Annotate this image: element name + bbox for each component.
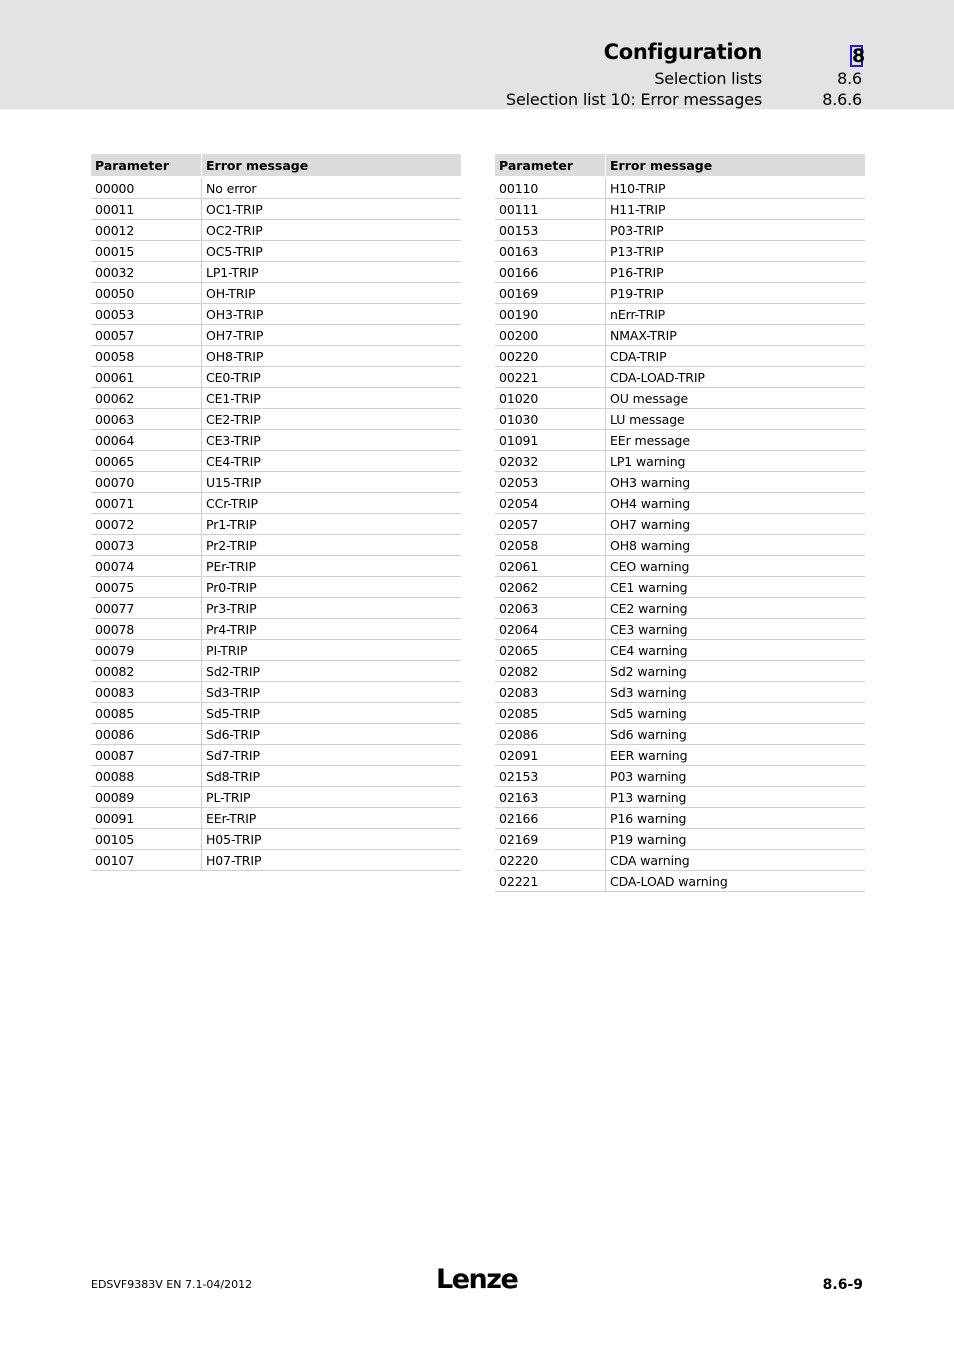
error-message-cell: CDA-TRIP [606,346,866,367]
error-message-cell: CE3-TRIP [202,430,462,451]
error-message-cell: H07-TRIP [202,850,462,871]
error-message-cell: OH8 warning [606,535,866,556]
error-message-cell: nErr-TRIP [606,304,866,325]
parameter-cell: 00153 [495,220,606,241]
table-row [495,682,865,703]
error-message-cell: NMAX-TRIP [606,325,866,346]
error-message-cell: Sd5 warning [606,703,866,724]
error-message-cell: No error [202,177,462,199]
parameter-cell: 00062 [91,388,202,409]
section-number: 8.6 [837,69,862,88]
table-row [91,472,461,493]
table-row [91,220,461,241]
parameter-cell: 00000 [91,177,202,199]
chapter-number-badge[interactable]: 8 [852,45,866,67]
error-message-cell: CE2 warning [606,598,866,619]
table-row [91,262,461,283]
table-row [91,661,461,682]
parameter-cell: 01091 [495,430,606,451]
column-header-error-message: Error message [202,154,462,177]
column-header-error-message: Error message [606,154,866,177]
error-message-cell: PEr-TRIP [202,556,462,577]
parameter-cell: 00166 [495,262,606,283]
parameter-cell: 00058 [91,346,202,367]
error-message-cell: Sd6-TRIP [202,724,462,745]
table-row [495,430,865,451]
table-row [495,850,865,871]
parameter-cell: 00190 [495,304,606,325]
table-row [495,871,865,892]
error-message-cell: P13 warning [606,787,866,808]
error-message-cell: OH4 warning [606,493,866,514]
parameter-cell: 00015 [91,241,202,262]
table-row [495,388,865,409]
table-row [495,808,865,829]
error-message-cell: CE2-TRIP [202,409,462,430]
parameter-cell: 02221 [495,871,606,892]
table-row [495,598,865,619]
table-row [91,766,461,787]
table-body-left [91,177,461,871]
error-message-cell: H05-TRIP [202,829,462,850]
subsection-title: Selection list 10: Error messages [506,90,762,109]
parameter-cell: 00057 [91,325,202,346]
header-band [0,0,954,109]
table-row [91,703,461,724]
error-message-cell: Sd5-TRIP [202,703,462,724]
table-row [91,514,461,535]
table-row [495,177,865,199]
parameter-cell: 00082 [91,661,202,682]
table-row [495,409,865,430]
error-message-cell: U15-TRIP [202,472,462,493]
parameter-cell: 00075 [91,577,202,598]
parameter-cell: 00110 [495,177,606,199]
table-row [91,577,461,598]
table-row [495,640,865,661]
parameter-cell: 00065 [91,451,202,472]
parameter-cell: 00107 [91,850,202,871]
parameter-cell: 00011 [91,199,202,220]
table-row [91,724,461,745]
parameter-cell: 00087 [91,745,202,766]
table-row [91,177,461,199]
error-message-cell: PL-TRIP [202,787,462,808]
table-row [495,199,865,220]
table-row [495,346,865,367]
table-row [495,619,865,640]
table-row [91,409,461,430]
parameter-cell: 00105 [91,829,202,850]
error-message-cell: P03 warning [606,766,866,787]
parameter-cell: 00074 [91,556,202,577]
error-message-cell: Sd6 warning [606,724,866,745]
table-row [91,640,461,661]
parameter-cell: 02063 [495,598,606,619]
error-message-cell: CCr-TRIP [202,493,462,514]
error-message-cell: Pr3-TRIP [202,598,462,619]
parameter-cell: 02082 [495,661,606,682]
parameter-cell: 00221 [495,367,606,388]
parameter-cell: 00064 [91,430,202,451]
parameter-cell: 02065 [495,640,606,661]
error-message-cell: CDA-LOAD-TRIP [606,367,866,388]
parameter-cell: 00163 [495,241,606,262]
lenze-logo: Lenze [436,1264,518,1295]
parameter-cell: 02220 [495,850,606,871]
table-row [91,304,461,325]
error-message-cell: OU message [606,388,866,409]
table-row [495,304,865,325]
table-row [495,787,865,808]
page-number: 8.6-9 [822,1277,863,1293]
parameter-cell: 00220 [495,346,606,367]
parameter-cell: 02086 [495,724,606,745]
error-message-cell: CE1-TRIP [202,388,462,409]
parameter-cell: 01030 [495,409,606,430]
table-row [91,808,461,829]
error-message-cell: OH7-TRIP [202,325,462,346]
parameter-cell: 00088 [91,766,202,787]
table-row [91,829,461,850]
error-message-cell: LP1 warning [606,451,866,472]
table-row [91,745,461,766]
error-message-cell: Sd3-TRIP [202,682,462,703]
table-row [495,451,865,472]
error-message-cell: CE0-TRIP [202,367,462,388]
error-message-cell: P16-TRIP [606,262,866,283]
parameter-cell: 00072 [91,514,202,535]
error-message-cell: Pr0-TRIP [202,577,462,598]
parameter-cell: 01020 [495,388,606,409]
error-message-cell: CDA-LOAD warning [606,871,866,892]
parameter-cell: 00111 [495,199,606,220]
parameter-cell: 02085 [495,703,606,724]
table-row [495,262,865,283]
error-message-cell: EER warning [606,745,866,766]
parameter-cell: 02032 [495,451,606,472]
parameter-cell: 00083 [91,682,202,703]
error-message-cell: EEr message [606,430,866,451]
table-row [91,367,461,388]
parameter-cell: 02163 [495,787,606,808]
parameter-cell: 02058 [495,535,606,556]
error-message-cell: PI-TRIP [202,640,462,661]
error-message-cell: H11-TRIP [606,199,866,220]
parameter-cell: 02053 [495,472,606,493]
error-message-cell: LP1-TRIP [202,262,462,283]
error-message-cell: CE3 warning [606,619,866,640]
table-row [495,535,865,556]
error-message-cell: OC1-TRIP [202,199,462,220]
error-message-cell: P03-TRIP [606,220,866,241]
parameter-cell: 02064 [495,619,606,640]
parameter-cell: 00086 [91,724,202,745]
parameter-cell: 00012 [91,220,202,241]
table-header-row [91,154,461,177]
error-table-right [495,154,865,892]
table-row [495,724,865,745]
section-title: Selection lists [654,69,762,88]
error-message-cell: Sd8-TRIP [202,766,462,787]
error-message-cell: OH3 warning [606,472,866,493]
table-row [495,220,865,241]
parameter-cell: 02166 [495,808,606,829]
error-message-cell: OC5-TRIP [202,241,462,262]
table-row [495,283,865,304]
error-message-cell: OH3-TRIP [202,304,462,325]
table-row [91,493,461,514]
column-header-parameter: Parameter [495,154,606,177]
parameter-cell: 02054 [495,493,606,514]
table-row [495,493,865,514]
table-row [495,514,865,535]
table-row [91,535,461,556]
table-row [91,325,461,346]
table-row [91,619,461,640]
error-message-cell: P16 warning [606,808,866,829]
parameter-cell: 00053 [91,304,202,325]
error-message-cell: P13-TRIP [606,241,866,262]
parameter-cell: 00070 [91,472,202,493]
table-row [91,430,461,451]
table-row [91,850,461,871]
error-message-cell: CDA warning [606,850,866,871]
table-row [495,556,865,577]
parameter-cell: 02091 [495,745,606,766]
error-message-cell: OH8-TRIP [202,346,462,367]
error-message-cell: CEO warning [606,556,866,577]
table-row [91,199,461,220]
parameter-cell: 00169 [495,283,606,304]
table-header-row [495,154,865,177]
table-row [495,577,865,598]
parameter-cell: 02169 [495,829,606,850]
document-id: EDSVF9383V EN 7.1-04/2012 [91,1278,253,1291]
error-message-cell: CE1 warning [606,577,866,598]
table-row [495,472,865,493]
table-row [495,661,865,682]
error-message-cell: CE4 warning [606,640,866,661]
table-row [91,241,461,262]
error-message-cell: OH7 warning [606,514,866,535]
parameter-cell: 02061 [495,556,606,577]
table-row [91,283,461,304]
subsection-number: 8.6.6 [822,90,862,109]
parameter-cell: 00073 [91,535,202,556]
parameter-cell: 00200 [495,325,606,346]
parameter-cell: 00050 [91,283,202,304]
error-message-cell: LU message [606,409,866,430]
error-message-cell: Pr4-TRIP [202,619,462,640]
table-row [495,325,865,346]
table-row [495,745,865,766]
error-message-cell: H10-TRIP [606,177,866,199]
parameter-cell: 00089 [91,787,202,808]
table-row [91,682,461,703]
error-message-cell: OH-TRIP [202,283,462,304]
parameter-cell: 00077 [91,598,202,619]
parameter-cell: 00032 [91,262,202,283]
parameter-cell: 00079 [91,640,202,661]
parameter-cell: 02083 [495,682,606,703]
error-message-cell: P19-TRIP [606,283,866,304]
error-message-cell: Pr2-TRIP [202,535,462,556]
error-message-cell: Sd3 warning [606,682,866,703]
table-row [495,367,865,388]
column-header-parameter: Parameter [91,154,202,177]
parameter-cell: 02057 [495,514,606,535]
parameter-cell: 00078 [91,619,202,640]
parameter-cell: 02062 [495,577,606,598]
table-row [91,787,461,808]
error-table-left [91,154,461,871]
table-row [91,388,461,409]
error-message-cell: Pr1-TRIP [202,514,462,535]
error-message-cell: Sd2-TRIP [202,661,462,682]
table-row [495,241,865,262]
parameter-cell: 00085 [91,703,202,724]
table-row [495,703,865,724]
table-row [495,766,865,787]
table-row [91,556,461,577]
parameter-cell: 00091 [91,808,202,829]
error-message-cell: CE4-TRIP [202,451,462,472]
table-body-right [495,177,865,892]
error-message-cell: EEr-TRIP [202,808,462,829]
parameter-cell: 00071 [91,493,202,514]
table-row [495,829,865,850]
error-message-cell: Sd2 warning [606,661,866,682]
chapter-title: Configuration [603,40,762,64]
parameter-cell: 02153 [495,766,606,787]
table-row [91,451,461,472]
table-row [91,346,461,367]
parameter-cell: 00063 [91,409,202,430]
error-message-cell: P19 warning [606,829,866,850]
table-row [91,598,461,619]
parameter-cell: 00061 [91,367,202,388]
error-message-cell: Sd7-TRIP [202,745,462,766]
error-message-cell: OC2-TRIP [202,220,462,241]
